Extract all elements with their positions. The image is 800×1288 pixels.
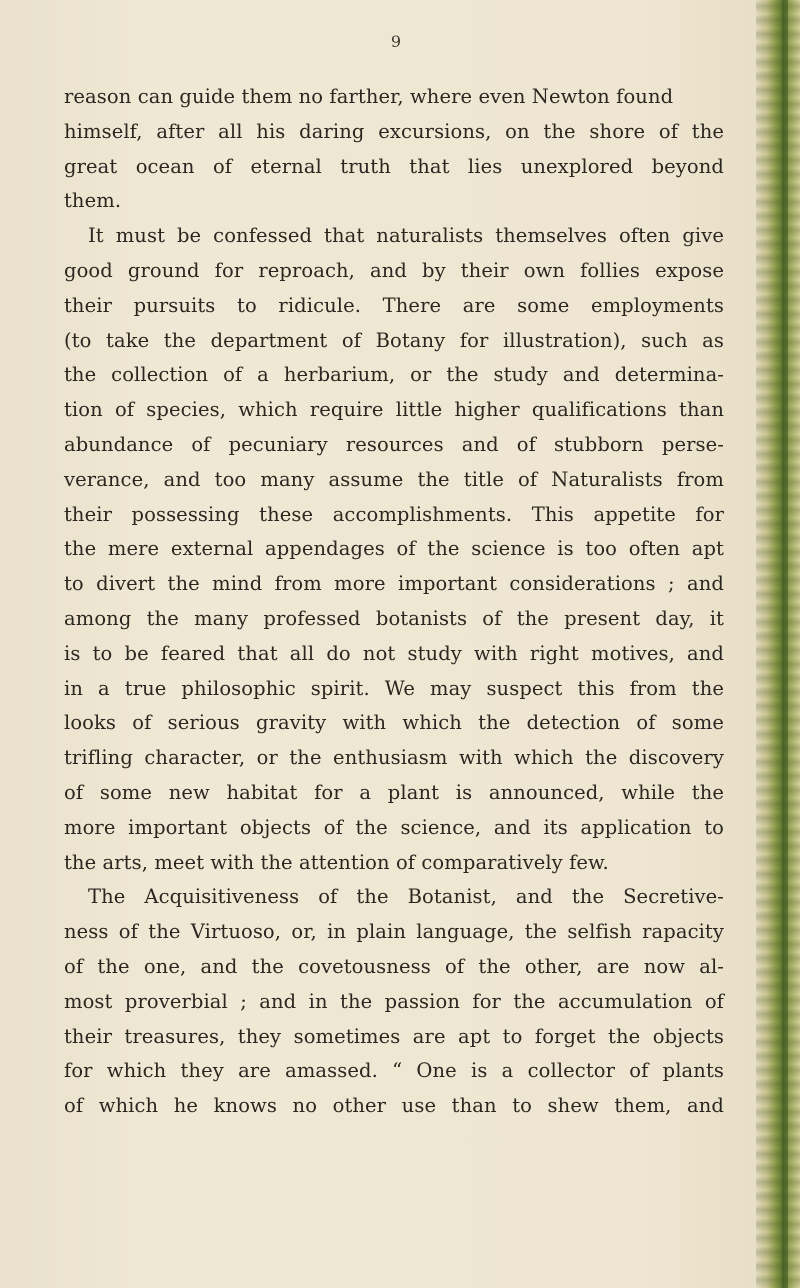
binding-shadow [782,0,788,1288]
text-line: It must be confessed that naturalists themselves often give [88,224,724,248]
text-line: the arts, meet with the attention of comparatively few. [64,850,609,874]
book-binding-edge [756,0,800,1288]
text-line: of which he knows no other use than to shew them, and [64,1094,724,1118]
text-line: the collection of a herbarium, or the study and determina- [64,363,724,387]
text-line: them. [64,189,122,213]
text-line: in a true philosophic spirit. We may suspect this from the [64,676,724,700]
text-line: looks of serious gravity with which the detection of some [64,711,724,735]
text-line: most proverbial ; and in the passion for the accumulation of [64,989,724,1013]
text-line: The Acquisitiveness of the Botanist, and the Secretive- [88,885,724,909]
text-line: is to be feared that all do not study with right motives, and [64,641,724,665]
text-line: for which they are amassed. “ One is a collector of plants [64,1059,724,1083]
text-line: among the many professed botanists of the present day, it [64,606,724,630]
body-text [64,80,724,1124]
text-line: to divert the mind from more important considerations ; and [64,572,724,596]
text-line: reason can guide them no farther, where even Newton found [64,85,674,108]
page-number: 9 [390,32,402,51]
text-line: their possessing these accomplishments. This appetite for [64,502,724,526]
text-line: their pursuits to ridicule. There are some employments [64,293,724,317]
text-line: tion of species, which require little higher qualifications than [64,398,724,422]
text-line: (to take the department of Botany for illustration), such as [64,328,724,352]
text-line: trifling character, or the enthusiasm with which the discovery [64,746,724,770]
text-line: of some new habitat for a plant is announced, while the [64,780,724,804]
text-line: their treasures, they sometimes are apt to forget the objects [64,1024,724,1048]
text-line: verance, and too many assume the title of Naturalists from [64,467,724,491]
text-line: himself, after all his daring excursions, on the shore of the [64,119,724,143]
text-line: of the one, and the covetousness of the other, are now al- [64,954,724,978]
text-line: great ocean of eternal truth that lies unexplored beyond [64,154,724,178]
text-line: abundance of pecuniary resources and of stubborn perse- [64,432,724,456]
text-line: the mere external appendages of the science is too often apt [64,537,724,561]
text-line: more important objects of the science, and its application to [64,815,724,839]
text-line: ness of the Virtuoso, or, in plain language, the selfish rapacity [64,920,724,944]
text-line: good ground for reproach, and by their own follies expose [64,258,724,282]
